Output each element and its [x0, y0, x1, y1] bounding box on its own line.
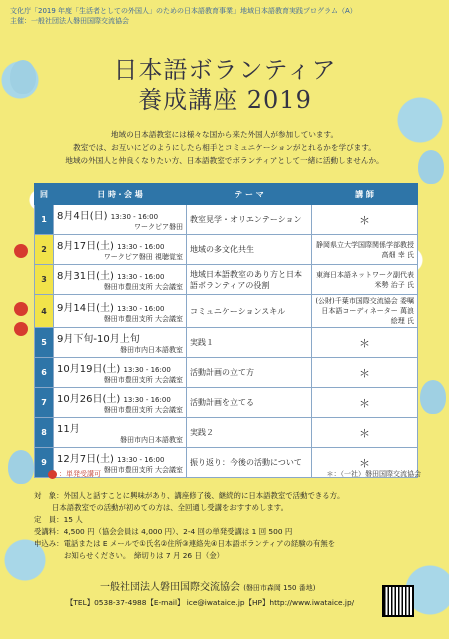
session-number: 3: [35, 265, 54, 295]
session-datetime: [54, 418, 187, 448]
legend-left-text: ：単発受講可: [59, 470, 101, 478]
header-line2: 主催：一般社団法人磐田国際交流協会: [10, 17, 129, 25]
info-target: 対 象：外国人と話すことに興味があり、講座修了後、継続的に日本語教室で活動できる方。: [34, 491, 345, 500]
title-box: [70, 55, 380, 117]
session-time: 13:30 - 16:00: [117, 243, 165, 251]
session-date: 12月7日(土) 13:30 - 16:00: [57, 454, 165, 465]
session-datetime: [54, 205, 187, 235]
apple-icon: [48, 470, 57, 479]
session-venue: 磐田市豊田支所 大会議室: [103, 406, 183, 414]
session-time: 13:30 - 16:00: [117, 456, 165, 464]
session-venue: 磐田市内日本語教室: [120, 436, 183, 444]
org-name: 一般社団法人磐田国際交流協会: [100, 582, 240, 593]
session-number: 9: [35, 448, 54, 478]
qr-code[interactable]: [382, 585, 414, 617]
session-date: 10月26日(土) 13:30 - 16:00: [57, 394, 171, 405]
session-date: 9月下旬-10月上旬: [57, 334, 140, 345]
session-date: 9月14日(土) 13:30 - 16:00: [57, 302, 165, 314]
session-lecturer-star: ＊: [312, 448, 418, 478]
session-venue: 磐田市豊田支所 大会議室: [103, 466, 183, 474]
session-datetime: [54, 265, 187, 295]
session-number: 4: [35, 295, 54, 328]
intro-text: [22, 128, 427, 167]
session-number: 7: [35, 388, 54, 418]
info-capacity: 定 員：15 人: [34, 515, 83, 524]
session-lecturer: (公財)千葉市国際交流協会 委嘱日本語コーディネーター 萬浪 絵理 氏: [312, 295, 418, 328]
session-lecturer-star: ＊: [312, 205, 418, 235]
session-lecturer-star: ＊: [312, 358, 418, 388]
session-datetime: [54, 358, 187, 388]
session-time: 13:30 - 16:00: [117, 304, 165, 313]
intro-line: 地域の日本語教室には様々な国から来た外国人が参加しています。: [110, 130, 339, 139]
session-number: 1: [35, 205, 54, 235]
org-address: (磐田市森岡 150 番地): [243, 584, 316, 592]
table-row: [35, 358, 418, 388]
apple-decoration: [14, 244, 28, 258]
session-time: 13:30 - 16:00: [110, 213, 159, 221]
table-row: [35, 295, 418, 328]
table-header-row: [35, 184, 418, 205]
info-apply: 申込み：電話または E メールで①氏名②住所③連絡先④日本語ボランティアの経験の有無を: [34, 539, 336, 548]
info-fee: 受講料：4,500 円（協会会員は 4,000 円）、2-4 回の単発受講は 1 回 500 円: [34, 527, 293, 536]
legend-single-session: [48, 469, 101, 479]
session-datetime: [54, 235, 187, 265]
title-line1: 日本語ボランティア: [113, 56, 337, 84]
session-number: 8: [35, 418, 54, 448]
table-row: [35, 235, 418, 265]
apple-decoration: [14, 302, 28, 316]
session-lecturer: 東海日本語ネットワーク副代表 米勢 治子 氏: [312, 265, 418, 295]
legend-star-note: ＊：（一社）磐田国際交流協会: [326, 470, 421, 478]
session-datetime: [54, 388, 187, 418]
session-venue: 磐田市豊田支所 大会議室: [103, 376, 183, 384]
organization: [100, 578, 400, 593]
session-lecturer-star: ＊: [312, 328, 418, 358]
intro-line: 地域の外国人と仲良くなりたい方、日本語教室でボランティアとして一緒に活動しませんか。: [65, 156, 384, 165]
session-venue: 磐田市豊田支所 大会議室: [103, 314, 183, 323]
session-datetime: [54, 328, 187, 358]
col-header-datetime: 日 時・会 場: [54, 184, 187, 205]
session-theme: 地域日本語教室のあり方と日本語ボランティアの役割: [187, 265, 312, 295]
tree-decoration: [420, 380, 446, 414]
session-lecturer: 静岡県立大学国際関係学部教授 高畑 幸 氏: [312, 235, 418, 265]
table-row: [35, 418, 418, 448]
session-theme: 振り返り：今後の活動について: [187, 448, 312, 478]
session-date: 10月19日(土) 13:30 - 16:00: [57, 364, 171, 375]
session-time: 13:30 - 16:00: [123, 366, 171, 374]
session-date: 8月17日(土) 13:30 - 16:00: [57, 241, 165, 252]
session-theme: コミュニケーションスキル: [187, 295, 312, 328]
contact-info: 【TEL】0538-37-4988【E-mail】 ice@iwataice.jp【HP】http://www.iwataice.jp/: [66, 598, 355, 607]
session-theme: 活動計画を立てる: [187, 388, 312, 418]
col-header-number: 回: [35, 184, 54, 205]
table-row: [35, 328, 418, 358]
session-number: 5: [35, 328, 54, 358]
info-section: [34, 490, 424, 562]
col-header-theme: テ ー マ: [187, 184, 312, 205]
session-theme: 地域の多文化共生: [187, 235, 312, 265]
session-date: 8月4日(日) 13:30 - 16:00: [57, 211, 159, 222]
session-lecturer-star: ＊: [312, 388, 418, 418]
tree-decoration: [10, 60, 36, 94]
session-venue: ワークピア磐田: [134, 223, 183, 231]
session-date: 11月: [57, 424, 80, 435]
session-time: 13:30 - 16:00: [117, 273, 165, 281]
schedule-table: [34, 183, 418, 478]
session-date: 8月31日(土) 13:30 - 16:00: [57, 271, 165, 282]
intro-line: 教室では、お互いにどのようにしたら相手とコミュニケーションがとれるかを学びます。: [73, 143, 376, 152]
session-theme: 活動計画の立て方: [187, 358, 312, 388]
session-theme: 教室見学・オリエンテーション: [187, 205, 312, 235]
session-number: 2: [35, 235, 54, 265]
col-header-lecturer: 講 師: [312, 184, 418, 205]
header-line1: 文化庁「2019 年度「生活者としての外国人」のための日本語教育事業」地域日本語教育実践プログラム（A）: [10, 7, 357, 15]
table-row: [35, 205, 418, 235]
tree-decoration: [8, 450, 34, 484]
info-apply-deadline: お知らせください。 締切りは 7 月 26 日（金）: [64, 551, 225, 560]
session-number: 6: [35, 358, 54, 388]
session-time: 13:30 - 16:00: [123, 396, 171, 404]
session-venue: 磐田市内日本語教室: [120, 346, 183, 354]
session-lecturer-star: ＊: [312, 418, 418, 448]
header-text: [10, 6, 440, 26]
session-venue: 磐田市豊田支所 大会議室: [103, 283, 183, 291]
title-line2: 養成講座 2019: [138, 86, 312, 114]
session-venue: ワークピア磐田 視聴覚室: [103, 253, 183, 261]
table-row: [35, 265, 418, 295]
session-theme: 実践２: [187, 418, 312, 448]
apple-decoration: [14, 322, 28, 336]
session-datetime: [54, 295, 187, 328]
info-target-note: 日本語教室での活動が初めての方は、全回通し受講をおすすめします。: [52, 503, 288, 512]
table-row: [35, 388, 418, 418]
session-theme: 実践１: [187, 328, 312, 358]
